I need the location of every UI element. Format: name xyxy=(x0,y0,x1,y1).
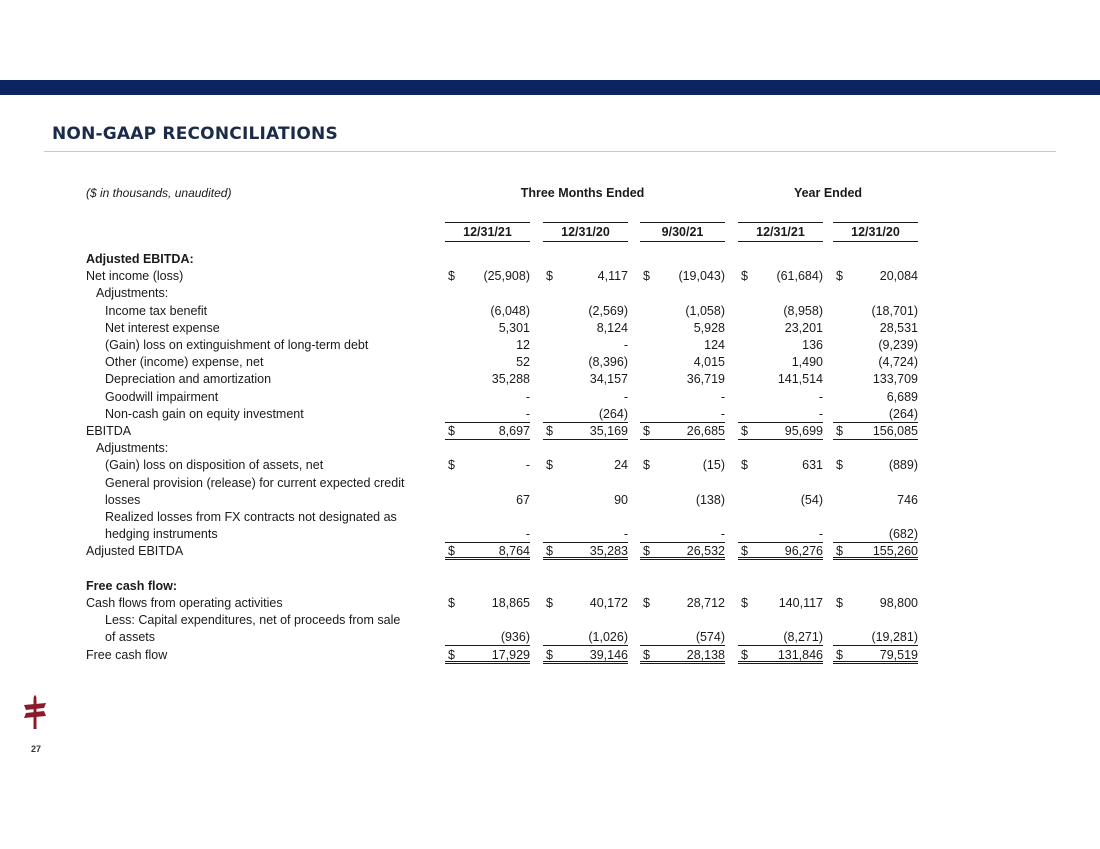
dollar-sign: $ xyxy=(836,269,843,284)
table-row xyxy=(0,285,1100,302)
column-header: 12/31/21 xyxy=(445,222,530,242)
table-cell xyxy=(640,354,725,371)
cell-value: 26,532 xyxy=(686,544,725,559)
table-row xyxy=(0,457,1100,474)
cell-value: 35,169 xyxy=(589,424,628,438)
cell-value: 26,685 xyxy=(686,424,725,438)
table-row xyxy=(0,268,1100,285)
table-cell xyxy=(833,492,918,509)
cell-value: (138) xyxy=(695,492,725,507)
table-cell xyxy=(445,389,530,406)
cell-value: 141,514 xyxy=(777,372,823,387)
cell-value: (54) xyxy=(800,492,823,507)
cell-value: - xyxy=(525,389,530,404)
table-cell xyxy=(445,440,530,457)
cell-value: 133,709 xyxy=(872,372,918,387)
table-cell xyxy=(640,509,725,526)
table-cell xyxy=(738,354,823,371)
table-cell xyxy=(833,268,918,285)
cell-value: 24 xyxy=(614,458,628,473)
table-cell xyxy=(833,612,918,629)
table-cell xyxy=(738,457,823,474)
row-label: Other (income) expense, net xyxy=(105,355,264,370)
cell-value: 95,699 xyxy=(784,424,823,438)
cell-value: 8,764 xyxy=(498,544,530,559)
row-label: Net income (loss) xyxy=(86,269,184,284)
dollar-sign: $ xyxy=(643,458,650,473)
table-cell xyxy=(445,629,530,646)
dollar-sign: $ xyxy=(546,544,553,559)
table-cell xyxy=(445,320,530,337)
table-cell xyxy=(833,629,918,646)
cell-value: 28,712 xyxy=(686,596,725,610)
table-cell xyxy=(543,578,628,595)
row-label: Free cash flow xyxy=(86,647,168,662)
table-cell xyxy=(640,371,725,388)
table-cell xyxy=(640,595,725,612)
dollar-sign: $ xyxy=(741,596,748,610)
table-cell xyxy=(738,337,823,354)
table-cell xyxy=(445,475,530,492)
table-row xyxy=(0,423,1100,440)
cell-value: (936) xyxy=(500,630,530,645)
table-cell xyxy=(445,612,530,629)
table-cell xyxy=(543,371,628,388)
table-row xyxy=(0,303,1100,320)
table-cell xyxy=(445,423,530,440)
row-label: Net interest expense xyxy=(105,320,220,335)
dollar-sign: $ xyxy=(643,647,650,662)
table-cell xyxy=(445,268,530,285)
table-cell xyxy=(445,543,530,560)
table-cell xyxy=(445,578,530,595)
row-label: of assets xyxy=(105,630,156,645)
cell-value: (18,701) xyxy=(871,303,918,318)
table-cell xyxy=(738,389,823,406)
table-cell xyxy=(543,303,628,320)
table-row xyxy=(0,475,1100,492)
row-label: Adjusted EBITDA xyxy=(86,544,184,559)
table-cell xyxy=(738,543,823,560)
row-label: Income tax benefit xyxy=(105,303,208,318)
cell-value: 124 xyxy=(704,338,725,352)
cell-value: (6,048) xyxy=(490,303,530,318)
table-cell xyxy=(738,578,823,595)
company-logo-icon xyxy=(22,694,48,730)
row-label: EBITDA xyxy=(86,424,132,438)
table-cell xyxy=(640,612,725,629)
cell-value: 35,283 xyxy=(589,544,628,559)
cell-value: 155,260 xyxy=(872,544,918,559)
table-cell xyxy=(833,320,918,337)
cell-value: 28,138 xyxy=(686,647,725,662)
table-row xyxy=(0,612,1100,629)
table-cell xyxy=(640,406,725,423)
cell-value: - xyxy=(818,406,823,421)
dollar-sign: $ xyxy=(448,269,455,284)
table-cell xyxy=(445,595,530,612)
table-cell xyxy=(833,406,918,423)
dollar-sign: $ xyxy=(643,424,650,438)
column-header: 12/31/20 xyxy=(833,222,918,242)
table-cell xyxy=(640,457,725,474)
table-cell xyxy=(445,647,530,664)
table-cell xyxy=(738,526,823,543)
dollar-sign: $ xyxy=(741,458,748,473)
table-cell xyxy=(738,475,823,492)
cell-value: 4,015 xyxy=(693,355,725,370)
column-header: 12/31/21 xyxy=(738,222,823,242)
table-cell xyxy=(445,371,530,388)
table-row xyxy=(0,389,1100,406)
table-cell xyxy=(640,629,725,646)
table-cell xyxy=(833,457,918,474)
table-cell xyxy=(543,561,628,578)
cell-value: - xyxy=(720,406,725,421)
cell-value: 35,288 xyxy=(491,372,530,387)
dollar-sign: $ xyxy=(643,269,650,284)
cell-value: 8,697 xyxy=(498,424,530,438)
table-cell xyxy=(640,285,725,302)
row-label: Less: Capital expenditures, net of proceeds from sale xyxy=(105,613,401,628)
table-cell xyxy=(543,320,628,337)
cell-value: 28,531 xyxy=(879,320,918,335)
dollar-sign: $ xyxy=(836,544,843,559)
table-row xyxy=(0,440,1100,457)
table-row xyxy=(0,629,1100,646)
cell-value: - xyxy=(818,527,823,542)
table-cell xyxy=(543,475,628,492)
table-cell xyxy=(833,595,918,612)
cell-value: - xyxy=(720,389,725,404)
table-row xyxy=(0,647,1100,664)
table-row xyxy=(0,371,1100,388)
table-cell xyxy=(738,561,823,578)
table-cell xyxy=(833,440,918,457)
table-cell xyxy=(833,526,918,543)
cell-value: 96,276 xyxy=(784,544,823,559)
table-cell xyxy=(640,320,725,337)
table-cell xyxy=(543,251,628,268)
cell-value: 156,085 xyxy=(872,424,918,438)
table-cell xyxy=(833,389,918,406)
cell-value: (4,724) xyxy=(878,355,918,370)
table-cell xyxy=(445,526,530,543)
column-header: 9/30/21 xyxy=(640,222,725,242)
dollar-sign: $ xyxy=(741,647,748,662)
table-cell xyxy=(543,440,628,457)
table-cell xyxy=(445,457,530,474)
table-row xyxy=(0,320,1100,337)
table-cell xyxy=(833,354,918,371)
cell-value: 52 xyxy=(516,355,530,370)
dollar-sign: $ xyxy=(448,544,455,559)
cell-value: - xyxy=(818,389,823,404)
row-label: Depreciation and amortization xyxy=(105,372,272,387)
row-label: Non-cash gain on equity investment xyxy=(105,406,304,421)
table-cell xyxy=(738,629,823,646)
cell-value: 12 xyxy=(516,338,530,352)
cell-value: - xyxy=(623,527,628,542)
table-cell xyxy=(640,423,725,440)
table-cell xyxy=(738,268,823,285)
cell-value: (1,058) xyxy=(685,303,725,318)
cell-value: 18,865 xyxy=(491,596,530,610)
row-label: Free cash flow: xyxy=(86,578,177,593)
cell-value: 36,719 xyxy=(686,372,725,387)
dollar-sign: $ xyxy=(546,269,553,284)
table-cell xyxy=(738,251,823,268)
row-label: Goodwill impairment xyxy=(105,389,219,404)
table-cell xyxy=(543,612,628,629)
table-cell xyxy=(543,509,628,526)
table-cell xyxy=(833,285,918,302)
cell-value: 39,146 xyxy=(589,647,628,662)
cell-value: 140,117 xyxy=(778,596,823,610)
table-row xyxy=(0,251,1100,268)
table-cell xyxy=(543,457,628,474)
cell-value: (25,908) xyxy=(483,269,530,284)
dollar-sign: $ xyxy=(741,544,748,559)
table-cell xyxy=(543,354,628,371)
table-cell xyxy=(833,475,918,492)
table-cell xyxy=(833,303,918,320)
table-cell xyxy=(640,440,725,457)
row-label: Adjusted EBITDA: xyxy=(86,252,194,266)
table-cell xyxy=(640,578,725,595)
table-row xyxy=(0,354,1100,371)
cell-value: (264) xyxy=(598,406,628,421)
cell-value: (1,026) xyxy=(588,630,628,645)
table-row xyxy=(0,406,1100,423)
dollar-sign: $ xyxy=(643,596,650,610)
table-cell xyxy=(640,543,725,560)
cell-value: (9,239) xyxy=(878,338,918,352)
header-accent-band xyxy=(0,80,1100,95)
dollar-sign: $ xyxy=(741,424,748,438)
page-title: NON-GAAP RECONCILIATIONS xyxy=(52,124,338,144)
table-row xyxy=(0,492,1100,509)
table-cell xyxy=(445,303,530,320)
cell-value: 79,519 xyxy=(879,647,918,662)
cell-value: 23,201 xyxy=(784,320,823,335)
table-cell xyxy=(738,406,823,423)
cell-value: - xyxy=(525,527,530,542)
table-row xyxy=(0,509,1100,526)
table-cell xyxy=(543,595,628,612)
table-cell xyxy=(543,337,628,354)
table-cell xyxy=(543,492,628,509)
table-cell xyxy=(640,492,725,509)
dollar-sign: $ xyxy=(741,269,748,284)
dollar-sign: $ xyxy=(546,458,553,473)
table-cell xyxy=(833,561,918,578)
table-cell xyxy=(833,578,918,595)
table-row xyxy=(0,561,1100,578)
group-header-three-months: Three Months Ended xyxy=(520,186,645,200)
cell-value: - xyxy=(525,406,530,421)
row-label: losses xyxy=(105,492,141,507)
table-cell xyxy=(833,543,918,560)
table-row xyxy=(0,543,1100,560)
cell-value: 40,172 xyxy=(589,596,628,610)
cell-value: (264) xyxy=(888,406,918,421)
cell-value: 98,800 xyxy=(879,596,918,610)
cell-value: - xyxy=(623,338,628,352)
table-cell xyxy=(640,475,725,492)
table-cell xyxy=(445,509,530,526)
row-label: Adjustments: xyxy=(96,441,169,456)
cell-value: 17,929 xyxy=(491,647,530,662)
table-cell xyxy=(640,389,725,406)
cell-value: 4,117 xyxy=(597,269,628,284)
table-row xyxy=(0,578,1100,595)
table-cell xyxy=(543,543,628,560)
dollar-sign: $ xyxy=(546,424,553,438)
cell-value: (8,271) xyxy=(783,630,823,645)
cell-value: (574) xyxy=(695,630,725,645)
table-cell xyxy=(640,647,725,664)
table-cell xyxy=(445,337,530,354)
table-cell xyxy=(738,509,823,526)
table-cell xyxy=(738,285,823,302)
row-label: Cash flows from operating activities xyxy=(86,596,283,610)
table-cell xyxy=(640,251,725,268)
table-cell xyxy=(833,423,918,440)
cell-value: (2,569) xyxy=(588,303,628,318)
table-cell xyxy=(445,285,530,302)
cell-value: 1,490 xyxy=(791,355,823,370)
table-cell xyxy=(445,406,530,423)
dollar-sign: $ xyxy=(836,424,843,438)
table-cell xyxy=(543,526,628,543)
table-cell xyxy=(738,595,823,612)
table-cell xyxy=(543,647,628,664)
cell-value: (61,684) xyxy=(776,269,823,284)
table-cell xyxy=(543,406,628,423)
row-label: (Gain) loss on disposition of assets, net xyxy=(105,458,324,473)
row-label: General provision (release) for current expected credit xyxy=(105,475,405,490)
cell-value: 631 xyxy=(802,458,823,473)
table-cell xyxy=(640,303,725,320)
cell-value: (19,281) xyxy=(871,630,918,645)
cell-value: (682) xyxy=(888,527,918,542)
dollar-sign: $ xyxy=(448,424,455,438)
dollar-sign: $ xyxy=(836,458,843,473)
table-cell xyxy=(445,492,530,509)
table-cell xyxy=(738,423,823,440)
row-label: (Gain) loss on extinguishment of long-term debt xyxy=(105,338,369,352)
cell-value: 67 xyxy=(516,492,530,507)
dollar-sign: $ xyxy=(546,596,553,610)
table-cell xyxy=(640,268,725,285)
dollar-sign: $ xyxy=(448,647,455,662)
table-cell xyxy=(445,251,530,268)
cell-value: (15) xyxy=(702,458,725,473)
cell-value: (8,958) xyxy=(783,303,823,318)
table-cell xyxy=(543,389,628,406)
cell-value: - xyxy=(720,527,725,542)
page-number: 27 xyxy=(31,744,42,754)
cell-value: (8,396) xyxy=(588,355,628,370)
table-cell xyxy=(543,629,628,646)
dollar-sign: $ xyxy=(448,596,455,610)
cell-value: 746 xyxy=(897,492,918,507)
dollar-sign: $ xyxy=(643,544,650,559)
table-cell xyxy=(445,354,530,371)
table-cell xyxy=(738,440,823,457)
table-cell xyxy=(640,561,725,578)
row-label: Adjustments: xyxy=(96,286,169,301)
table-cell xyxy=(543,268,628,285)
table-cell xyxy=(833,251,918,268)
cell-value: (889) xyxy=(888,458,918,473)
dollar-sign: $ xyxy=(546,647,553,662)
table-cell xyxy=(738,647,823,664)
row-label: Realized losses from FX contracts not designated as xyxy=(105,510,397,524)
column-header: 12/31/20 xyxy=(543,222,628,242)
cell-value: 5,928 xyxy=(693,320,725,335)
cell-value: 131,846 xyxy=(777,647,823,662)
table-cell xyxy=(640,337,725,354)
dollar-sign: $ xyxy=(448,458,455,473)
cell-value: 8,124 xyxy=(596,320,628,335)
table-cell xyxy=(543,423,628,440)
table-cell xyxy=(738,303,823,320)
table-cell xyxy=(640,526,725,543)
cell-value: 90 xyxy=(614,492,628,507)
row-label: hedging instruments xyxy=(105,527,218,542)
table-row xyxy=(0,595,1100,612)
cell-value: 20,084 xyxy=(879,269,918,284)
table-row xyxy=(0,337,1100,354)
table-cell xyxy=(833,647,918,664)
table-cell xyxy=(833,371,918,388)
cell-value: 136 xyxy=(802,338,823,352)
cell-value: 6,689 xyxy=(886,389,918,404)
table-row xyxy=(0,526,1100,543)
cell-value: - xyxy=(525,458,530,473)
table-cell xyxy=(738,492,823,509)
table-cell xyxy=(833,337,918,354)
table-cell xyxy=(738,612,823,629)
table-cell xyxy=(543,285,628,302)
dollar-sign: $ xyxy=(836,596,843,610)
table-cell xyxy=(445,561,530,578)
cell-value: - xyxy=(623,389,628,404)
dollar-sign: $ xyxy=(836,647,843,662)
table-note: ($ in thousands, unaudited) xyxy=(86,186,232,200)
table-cell xyxy=(738,371,823,388)
table-cell xyxy=(833,509,918,526)
title-divider xyxy=(44,151,1056,152)
cell-value: 34,157 xyxy=(589,372,628,387)
group-header-year: Year Ended xyxy=(793,186,863,200)
cell-value: (19,043) xyxy=(678,269,725,284)
table-cell xyxy=(738,320,823,337)
cell-value: 5,301 xyxy=(498,320,530,335)
